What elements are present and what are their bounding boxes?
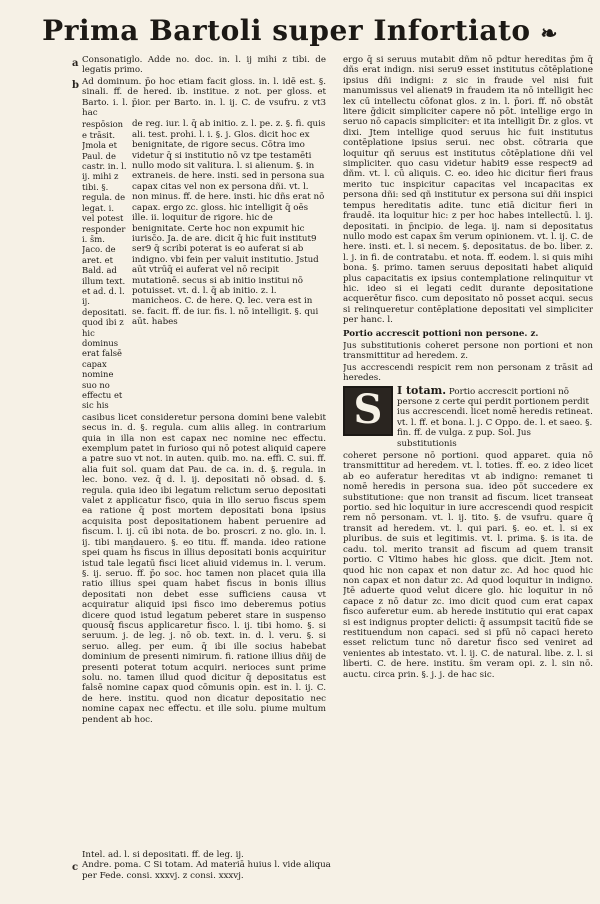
margin-mark-b: b	[72, 80, 79, 91]
left-wide-segment: de reg. iur. l. q̄ ab initio. z. l. pe. z. §. fi. quis ali. test. prohi. l. i. §. j. Glos. dicit hoc ex benignitate, de rigore secus. Cōtra imo videtur q̄ si institutio nō vz tpe testamēti nullo modo sit valitura. l. si alienum. §. in extraneis. de here. insti. sed in persona sua capax citas vel non ex persona dñi. vt. l. non minus. ff. de here. insti. hic dñs erat nō capax. ergo zc. gloss. hic intelligit q̄ oēs ille. ii. loquitur de rigore. hic de benignitate. Certe hoc non expumit hic iurisc̄o. Ja. de are. dicit q̄ hic fuit institut9 ser9 q̄ scribi poterat is eo auferat si ab indigno. vbi fein per valuit institutio. Jstud aūt vtrūq̄ ei auferat vel nō recipit mutationē. secus si ab initio institui nō potuisset. vt. d. l. q̄ ab initio. z. l. manicheos. C. de here. Q. lec. vera est in se. facit. ff. de iur. fis. l. nō intelligit. §. qui aūt. habes	[132, 119, 326, 328]
right-intro-text: ergo q̄ si seruus mutabit dñm nō pdtur hereditas p̄m q̄ dñs erat indign. nisi seru9 esset institutus cōtēplatione ipsius dñi indigni: z sic in fraude vel nisi fuit manumissus vel alienat9 in fraudem ita nō intelligit hec lex cū intellectu cōfonat glos. z in. l. p̄ori. ff. nō obstāt litere ḡdicit simpliciter capere nō pōt. intellige ergo in seruo nō capacis simpliciter: et ita intelligit D̄r. z glos. vt dixi. Jtem intellige quod seruus hic fuit institutus contēplatione ipsius serui. nec obst. cōtraria que loquitur qñ seruus est institutus cōtēplatione dñi vel simpliciter. quo casu videtur habit9 esse respect9 ad dñm. vt. l. cū aliquis. C. eo. ideo hic dicitur fieri fraus merito tuc inspicitur capacitas vel incapacitas ex persona dñi: sed qñ institutur ex persona sui dñi inspici tempus hereditatis adite. tunc etiā dicitur fieri in fraudē. ita loquitur hic: z per hoc habes intellectū. l. ij. depositati. in p̄ncipio. de lega. ij. nam si depositatus nullo modo est capax s̄m verum opinionem. vt. l. ij. C. de here. insti. et. l. si necem. §. depositatus. de bo. liber. z. l. j. in fi. de contratabu. et nota. ff. eodem. l. si quis mihi bona. §. primo. tamen seruus depositati habet aliquid plus capacitatis ex ipsius contemplatione relinquitur vt hic. ideo si ei legati cedit durante depositatione acquerētur fisco. cum depositato nō posset acqui. secus si relinqueretur contēplatione depositati vel simpliciter per hanc. l.	[343, 55, 593, 326]
left-split-block	[82, 119, 326, 410]
decorated-initial: S	[343, 386, 393, 436]
right-subhead: Portio accrescit pottioni non persone. z.	[343, 328, 539, 339]
left-footer	[82, 850, 332, 881]
footer-line: Andre. poma. C Si totam. Ad materiā huius l. vide aliqua per Fede. consi. xxxvj. z consi. xxxvj.	[82, 860, 331, 881]
left-column	[82, 55, 326, 845]
left-intro-line: Ad dominum. p̄o hoc etiam facit gloss. in. l. idē est. §. sinali. ff. de hered. ib. institue. z not. per gloss. et Barto. i. l. p̄ior. per Barto. in. l. ij. C. de vsufru. z vt3 hac	[82, 76, 326, 119]
left-body-text: casibus licet consideretur persona domini bene valebit secus in. d. §. regula. cum aliis alleg. in contrarium quia in illa non est capax nec nomine nec effectu. exemplum patet in furioso qui nō potest aliquid capere a patre suo vt not. in auten. quib. mo. na. effi. C. sui. ff. alia fuit sol. quam dat Pau. de ca. in. d. §. regula. in lec. bono. vez. q̄ d. l. ij. depositati nō obsad. d. §. regula. quia ideo ibi legatum relictum seruo depositati valet z applicatur fisco, quia in illo seruo fiscus spem ea ratione q̄ post mortem depositati bona ipsius acquisita post depositationem habent peruenire ad fiscum. l. ij. cū ibi nota. de bo. proscri. z no. glo. in. l. ij. tibi mandauero. §. eo titu. ff. manda. ideo ratione spei quam h̄s fiscus in illius depositati bonis acquiritur istud tale legatū fisci licet aliuid videmus in. l. verum. §. ij. seruo. ff. p̄o soc. hoc tamen non placet quia illa ratio illius spei quam habet fiscus in bonis illius depositati non debet esse sufficiens causa vt acquiratur aliquid ipsi fisco imo deberemus potius dicere quod istud legatum peberet stare in suspenso quousq̄ fiscus applicaretur fisco. l. ij. tibi homo. §. si seruum. j. de leg. j. nō ob. text. in. d. l. veru. §. si seruo. alleg. per eum. q̄ ibi ille socius habebat dominium de presenti nimirum. fi. ratione illius dñij de presenti poterat totum acquiri. nerioces sunt prime solu. no. tamen illud quod dicitur q̄ depositatus est falsē nomine capax quod cōmunis opin. est in. l. ij. C. de here. institu. quod non dicatur depositatio nec nomine capax nec effectu. et ille solu. piume multum pendent ab hoc.	[82, 412, 326, 725]
initial-text-wrap	[397, 383, 593, 449]
right-column	[343, 55, 593, 845]
left-intro-line: Consonatiglo. Adde no. doc. in. l. ij mihi z tibi. de legatis primo.	[82, 55, 326, 76]
margin-mark-c: c	[72, 862, 79, 873]
right-subtext: Jus accrescendi respicit rem non personam z trāsit ad heredes.	[343, 362, 593, 384]
footer-line: Intel. ad. l. si depositati. ff. de leg. ij.	[82, 850, 244, 860]
page-title	[0, 14, 600, 47]
title-ornament: ❧	[540, 21, 558, 45]
initial-head: I totam.	[397, 383, 447, 397]
margin-mark-a: a	[72, 58, 79, 69]
initial-text: Portio accrescit portioni nō persone z certe qui perdit portionem perdit ius accrescendi. licet nomē heredis retineat. vt. l. ff. et bona. l. j. C Oppo. de. l. et saeo. §. fin. ff. de vulga. z pup. Sol. Jus substitutionis	[397, 386, 593, 449]
title-text: Prima Bartoli super Infortiato	[42, 14, 531, 47]
left-narrow-segment: respōsione trāsit. Jmola et Paul. de castr. in. l. ij. mihi z tibi. §. regula. de legat. i. vel potest responderi. s̄m. Jaco. de aret. et Bald. ad illum text. et ad. d. l. ij. depositati. quod ibi z hic dominus erat falsē capax nomine suo no effectu et sic his	[82, 119, 127, 411]
right-subtext: Jus substitutionis coheret persone non portioni et non transmittitur ad heredem. z.	[343, 340, 593, 362]
right-body-text: coheret persone nō portioni. quod apparet. quia nō transmittitur ad heredem. vt. l. toties. ff. eo. z ideo licet ab eo auferatur hereditas vt ab indigno: remanet ti nomē heredis in persona sua. ideo pōt succedere ex substitutione: que non transit ad fiscum. licet transeat portio. sed hic loquitur in iure accrescendi quod respicit rem nō personam. vt. l. ij. tito. §. de vsufru. quare q̄ transit ad heredem. vt. l. qui pari. §. eo. et. l. si ex pluribus. de suis et legitimis. vt. l. prima. §. is ita. de cadu. tol. merito transit ad fiscum ad quem transit portio. C Vltimo habes hic gloss. que dicit. Jtem not. quod hic non capax et non datur zc. Ad hoc quod hic non capax et non datur zc. Ad quod loquitur in indigno. Jtē aduerte quod velut dicere glo. hic loquitur in nō capace z nō datur zc. imo dicit quod cum erat capax fisco auferetur eum. ab herede institutio qui erat capax si est indignus propter delicti: q̄ assumpsit tacitū fide se restituendum non capaci. sed si pfū nō capaci hereto esset relictum tunc nō daretur fisco sed veniret ad venientes ab intestato. vt. l. ij. C. de natural. libe. z. l. si liberti. C. de here. institu. s̄m veram opi. z. l. sin nō. auctu. circa prin. §. j. j. de hac sic.	[343, 451, 593, 680]
initial-block	[343, 383, 593, 449]
